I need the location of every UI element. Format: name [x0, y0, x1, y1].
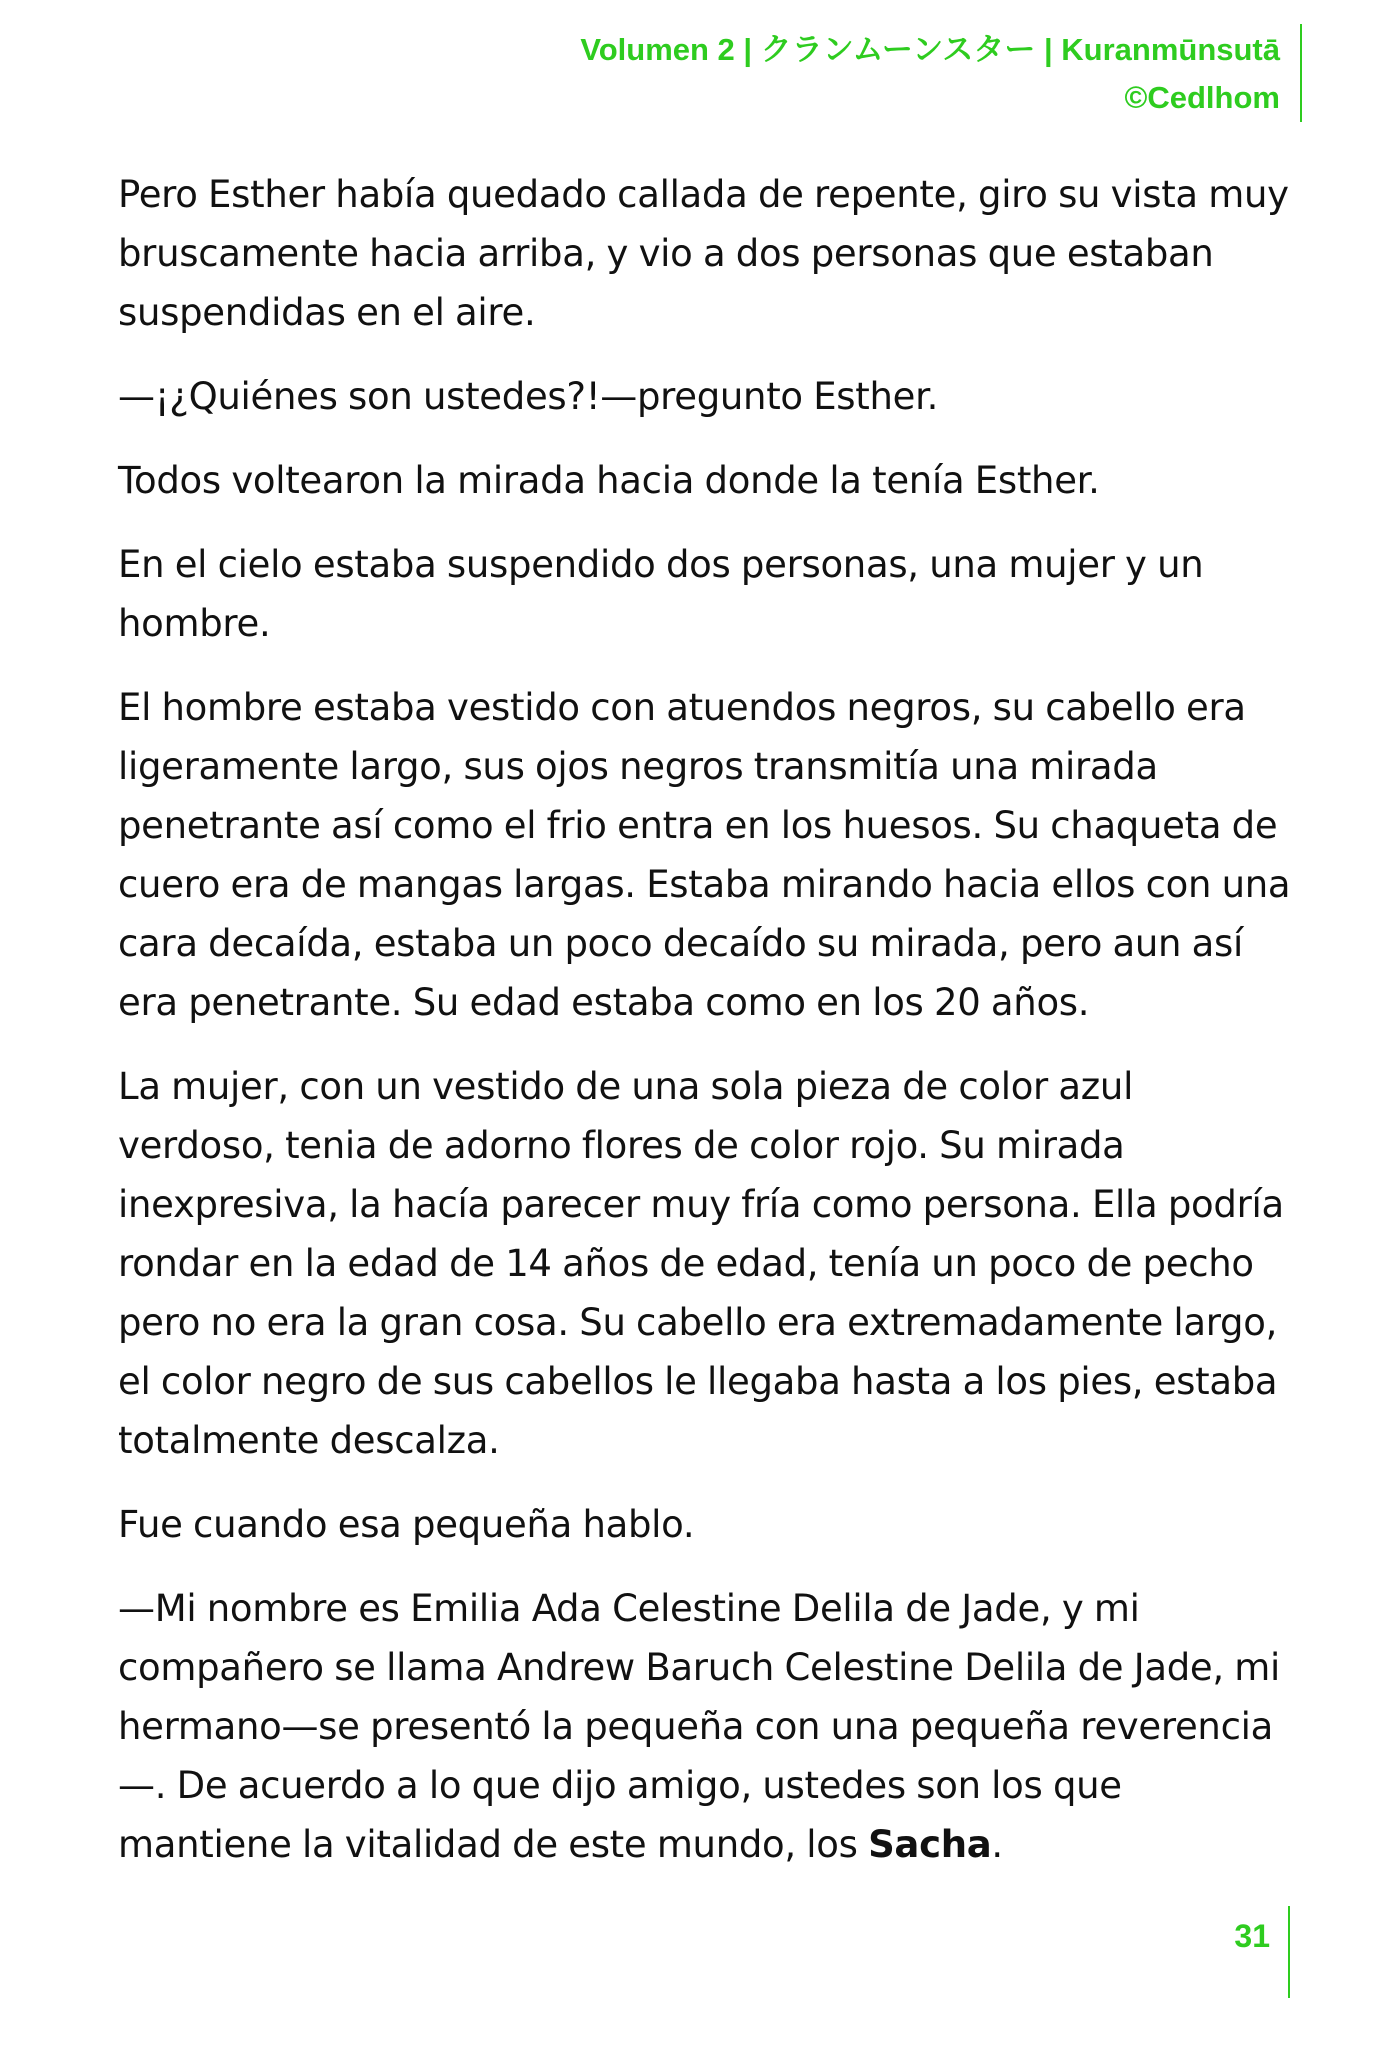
header-divider — [1300, 24, 1302, 122]
paragraph: Todos voltearon la mirada hacia donde la tenía Esther. — [118, 459, 1100, 502]
header-author: ©Cedlhom — [1124, 80, 1280, 115]
running-header — [580, 26, 1280, 122]
paragraph: El hombre estaba vestido con atuendos negros, su cabello era ligeramente largo, sus ojos negros transmitía una mirada penetrante así como el frio entra en los huesos. Su chaqueta de cuero era de mangas largas. Estaba mirando hacia ellos con una cara decaída, estaba un poco decaído su mirada, pero aun así era penetrante. Su edad estaba como en los 20 años. — [118, 686, 1291, 1024]
footer-divider — [1288, 1906, 1290, 1998]
paragraph: Fue cuando esa pequeña hablo. — [118, 1503, 695, 1546]
paragraph: La mujer, con un vestido de una sola pieza de color azul verdoso, tenia de adorno flores de color rojo. Su mirada inexpresiva, la hacía parecer muy fría como persona. Ella podría rondar en la edad de 14 años de edad, tenía un poco de pecho pero no era la gran cosa. Su cabello era extremadamente largo, el color negro de sus cabellos le llegaba hasta a los pies, estaba totalmente descalza. — [118, 1065, 1284, 1462]
bold-term: Sacha — [868, 1823, 992, 1866]
paragraph-text: —Mi nombre es Emilia Ada Celestine Delila de Jade, y mi compañero se llama Andrew Baruch Celestine Delila de Jade, mi hermano—se presentó la pequeña con una pequeña reverencia—. De acuerdo a lo que dijo amigo, ustedes son los que mantiene la vitalidad de este mundo, los — [118, 1587, 1281, 1866]
paragraph: Pero Esther había quedado callada de repente, giro su vista muy bruscamente hacia arriba, y vio a dos personas que estaban suspendidas en el aire. — [118, 173, 1289, 334]
paragraph-dialogue — [118, 1579, 1298, 1874]
page-body — [118, 165, 1298, 1899]
header-title: Volumen 2 | クランムーンスター | Kuranmūnsutā — [580, 32, 1280, 67]
paragraph: En el cielo estaba suspendido dos personas, una mujer y un hombre. — [118, 543, 1204, 645]
paragraph: —¡¿Quiénes son ustedes?!—pregunto Esther. — [118, 375, 939, 418]
page-number: 31 — [1234, 1918, 1270, 1954]
paragraph-end: . — [991, 1823, 1003, 1866]
